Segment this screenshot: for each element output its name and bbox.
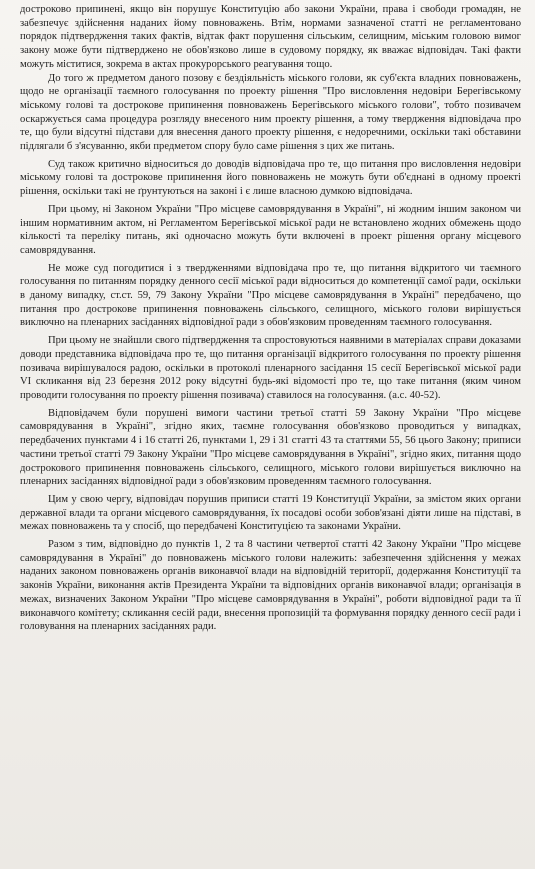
paragraph-5: Не може суд погодитися і з твердженнями відповідача про те, що питання відкритого чи таємного голосування по питанням порядку денного сесії міської ради відноситься до компетенції самої ради, оскільки в даному випадку, ст.ст. 59, 79 Закону України "Про місцеве самоврядування в Україні" передбачено, що питання про дострокове припинення повноважень сільського, селищного, міського голови вирішується виключно на пленарних засіданнях відповідної ради з обов'язковим проведенням таємного голосування. — [20, 262, 521, 329]
paragraph-3: Суд також критично відноситься до доводів відповідача про те, що питання про висловлення недовіри міському голові та дострокове припинення його повноважень не можуть бути об'єднані в одному проекті рішення, оскільки такі не ґрунтуються на законі і є лише власною думкою відповідача. — [20, 158, 521, 198]
document-body — [20, 3, 521, 634]
paragraph-2: До того ж предметом даного позову є бездіяльність міського голови, як суб'єкта владних повноважень, щодо не організації таємного голосування по проекту рішення "Про висловлення недовіри Берегівському міському голові та дострокове припинення повноважень Берегівського міського голови", тобто позивачем оскаржується сама процедура розгляду внесеного ним проекту рішення, а тому твердження відповідача про те, що були відсутні підстави для внесення даного проекту рішення, є недоречними, оскільки такі обставини підлягали б з'ясуванню, якби предметом спору було саме рішення з цих же питань. — [20, 72, 521, 153]
paragraph-6: При цьому не знайшли свого підтвердження та спростовуються наявними в матеріалах справи доказами доводи представника відповідача про те, що питання організації відкритого голосування по проекту рішення позивача вирішувалося радою, оскільки в протоколі пленарного засідання 15 сесії Берегівської міської ради VI скликання від 23 березня 2012 року відсутні будь-які відомості про те, що таке питання (яким чином проводити голосування по проекту рішення позивача) ставилося на голосування. (а.с. 40-52). — [20, 335, 521, 401]
paragraph-1: достроково припинені, якщо він порушує Конституцію або закони України, права і свободи громадян, не забезпечує здійснення наданих йому повноважень. Втім, нормами зазначеної статті не регламентовано порядок підтвердження таких фактів, відтак факт порушення сільським, селищним, міським головою вимог закону може бути підтверджено не обов'язково лише в судовому порядку, як вважає відповідач. Такі факти можуть міститися, зокрема в актах прокурорського реагування тощо. — [20, 4, 521, 70]
paragraph-4: При цьому, ні Законом України "Про місцеве самоврядування в Україні", ні жодним іншим законом чи іншим нормативним актом, ні Регламентом Берегівської міської ради не встановлено жодних обмежень щодо кількості та переліку питань, які одночасно можуть бути включені в проект рішення органу місцевого самоврядування. — [20, 203, 521, 256]
paragraph-7: Відповідачем були порушені вимоги частини третьої статті 59 Закону України "Про місцеве самоврядування в Україні", згідно яких, таємне голосування обов'язково проводиться у випадках, передбачених пунктами 4 і 16 статті 26, пунктами 1, 29 і 31 статті 43 та статтями 55, 56 цього Закону; приписи частини третьої статті 79 Закону України "Про місцеве самоврядування в Україні", згідно яких, питання щодо дострокового припинення повноважень сільського, селищного, міського голови вирішується виключно на пленарних засіданнях відповідної ради з обов'язковим проведенням таємного голосування. — [20, 407, 521, 488]
paragraph-9: Разом з тим, відповідно до пунктів 1, 2 та 8 частини четвертої статті 42 Закону України "Про місцеве самоврядування в Україні" до повноважень міського голови належить: забезпечення здійснення у межах наданих законом повноважень органів виконавчої влади на відповідній території, додержання Конституції та законів України, виконання актів Президента України та відповідних органів виконавчої влади; організація в межах, визначених Законом України "Про місцеве самоврядування в Україні", роботи відповідної ради та її виконавчого комітету; скликання сесій ради, внесення пропозицій та формування порядку денного сесії ради і головування на пленарних засіданнях ради. — [20, 539, 521, 633]
paragraph-8: Цим у свою чергу, відповідач порушив приписи статті 19 Конституції України, за змістом яких органи державної влади та органи місцевого самоврядування, їх посадові особи зобов'язані діяти лише на підставі, в межах повноважень та у спосіб, що передбачені Конституцією та законами України. — [20, 493, 521, 533]
